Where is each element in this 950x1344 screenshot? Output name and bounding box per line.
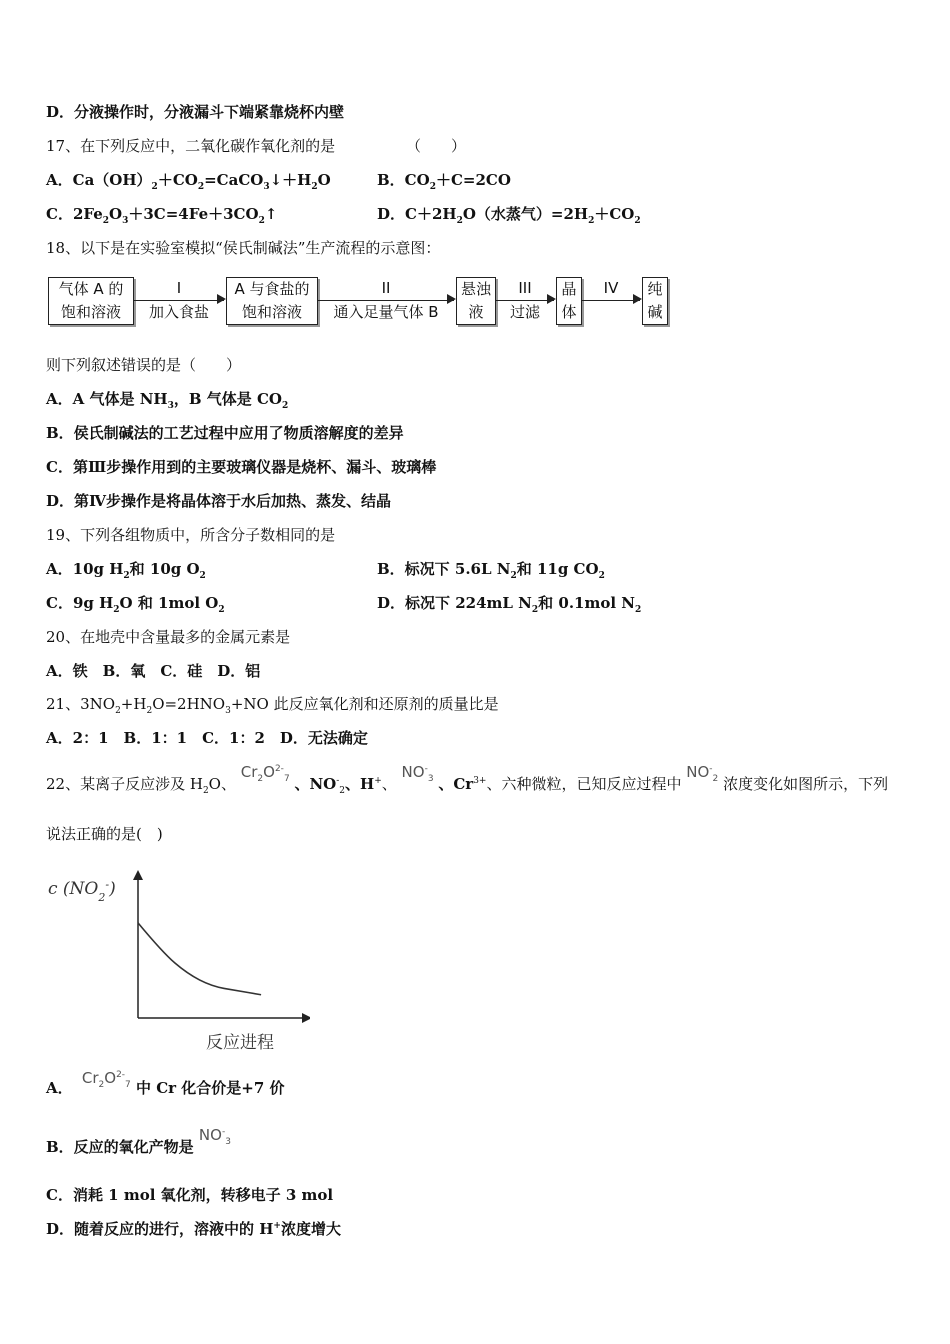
nitrite-concentration-chart <box>40 868 310 1052</box>
q19-stem: 19、下列各组物质中，所含分子数相同的是 <box>46 526 336 544</box>
q22-stem: 22、某离子反应涉及 $H_2O$、 $Cr_2O^{2-}_7$ 、$NO^-_2$、H+、 $NO^-_3$ 、$Cr^{3+}$、六种微粒，已知反应过程中 $NO^-_2$ 浓度变化如图所示，下列 <box>46 763 889 796</box>
q20-stem: 20、在地壳中含量最多的金属元素是 <box>46 628 291 646</box>
q22-option-d: D．随着反应的进行，溶液中的 H+浓度增大 <box>46 1220 341 1238</box>
nitrate-formula: $NO^-_3$ <box>401 763 434 784</box>
arrow-head-icon <box>217 294 226 304</box>
q19-option-a: A．10g $H_2$和 10g $O_2$ <box>46 560 206 581</box>
flow-box-gas-a-solution: 气体 A 的 饱和溶液 <box>48 277 134 325</box>
flow-arrow-step-2: II 通入足量气体 B <box>318 277 454 323</box>
flow-box-suspension: 悬浊 液 <box>456 277 496 325</box>
q19-option-b: B．标况下 5.6L $N_2$和 11g $CO_2$ <box>377 560 605 581</box>
q18-option-a: A．A 气体是 $NH_3$，B 气体是 $CO_2$ <box>46 390 289 411</box>
q22-option-c: C．消耗 1 mol 氧化剂，转移电子 3 mol <box>46 1186 334 1204</box>
q17-stem: 17、在下列反应中，二氧化碳作氧化剂的是 （ ） <box>46 137 467 155</box>
nitrate-formula: $NO^-_3$ <box>198 1126 231 1147</box>
process-flow-diagram <box>48 277 688 329</box>
q21-stem: 21、$3NO_2+H_2O=2HNO_3+NO$ 此反应氧化剂和还原剂的质量比是 <box>46 695 499 716</box>
x-axis-label: 反应进程 <box>206 1033 274 1052</box>
q18-option-d: D．第Ⅳ步操作是将晶体溶于水后加热、蒸发、结晶 <box>46 492 392 510</box>
q18-option-c: C．第Ⅲ步操作用到的主要玻璃仪器是烧杯、漏斗、玻璃棒 <box>46 458 437 476</box>
q19-option-c: C．9g $H_2O$ 和 1mol $O_2$ <box>46 594 225 615</box>
q17-option-b: B．$CO_2+C=2CO$ <box>377 171 511 192</box>
dichromate-formula: $Cr_2O^{2-}_7$ <box>240 763 290 784</box>
flow-box-crystal: 晶 体 <box>556 277 582 325</box>
q17-option-c: C．$2Fe_2O_3+3C=4Fe+3CO_2↑$ <box>46 205 278 226</box>
q16-option-d: D．分液操作时，分液漏斗下端紧靠烧杯内壁 <box>46 103 345 121</box>
q17-option-d: D．$C+2H_2O$（水蒸气）$=2H_2+CO_2$ <box>377 205 641 226</box>
q22-stem-line2: 说法正确的是( ) <box>46 825 163 843</box>
arrow-head-icon <box>547 294 556 304</box>
nitrite-formula: $NO^-_2$ <box>686 763 719 784</box>
q18-question: 则下列叙述错误的是（ ） <box>46 356 242 374</box>
q17-option-a: A．$Ca(OH)_2+CO_2=CaCO_3↓+H_2O$ <box>46 171 331 192</box>
y-axis-label: c $(NO_2^-)$ <box>48 877 116 904</box>
x-axis-arrow-icon <box>302 1013 310 1023</box>
q22-option-a: A． $Cr_2O^{2-}_7$ 中 Cr 化合价是+7 价 <box>46 1069 285 1097</box>
q19-option-d: D．标况下 224mL $N_2$和 0.1mol $N_2$ <box>377 594 642 615</box>
flow-arrow-step-1: I 加入食盐 <box>134 277 224 323</box>
flow-arrow-step-4: IV <box>582 277 640 323</box>
flow-box-soda-ash: 纯 碱 <box>642 277 668 325</box>
flow-box-a-salt-solution: A 与食盐的 饱和溶液 <box>226 277 318 325</box>
q21-options: A．2：1 B．1：1 C．1：2 D．无法确定 <box>46 729 368 747</box>
dichromate-formula: $Cr_2O^{2-}_7$ <box>81 1069 131 1090</box>
q18-option-b: B．侯氏制碱法的工艺过程中应用了物质溶解度的差异 <box>46 424 404 442</box>
concentration-curve <box>138 923 261 995</box>
y-axis-arrow-icon <box>133 870 143 880</box>
flow-arrow-step-3: III 过滤 <box>496 277 554 323</box>
arrow-head-icon <box>633 294 642 304</box>
q18-stem: 18、以下是在实验室模拟“侯氏制碱法”生产流程的示意图： <box>46 239 441 257</box>
q20-options: A．铁 B．氧 C．硅 D．铝 <box>46 662 261 680</box>
arrow-head-icon <box>447 294 456 304</box>
q22-option-b: B．反应的氧化产物是 $NO^-_3$ <box>46 1126 231 1156</box>
